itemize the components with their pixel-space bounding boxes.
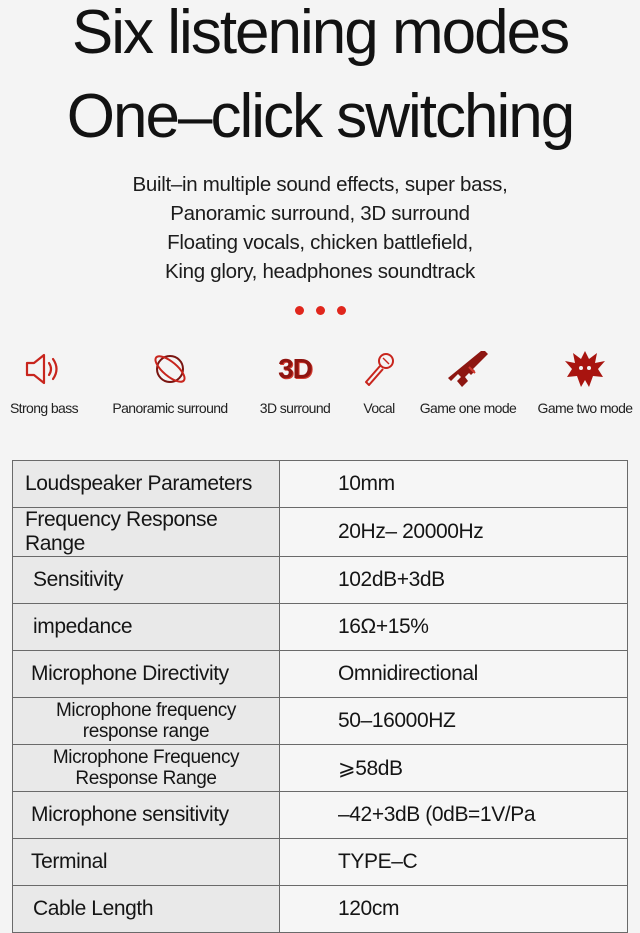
spec-value: 102dB+3dB xyxy=(280,557,628,604)
description-line: King glory, headphones soundtrack xyxy=(165,260,475,283)
feature-description xyxy=(0,170,640,286)
table-row xyxy=(13,651,628,698)
title-line-1: Six listening modes xyxy=(71,0,569,67)
mode-panoramic-surround xyxy=(96,346,244,416)
spec-key-text: Terminal xyxy=(31,850,108,873)
mode-game-two xyxy=(530,346,640,416)
mode-label: Game two mode xyxy=(537,400,633,416)
mode-label: Strong bass xyxy=(9,400,79,416)
spec-key-text: Loudspeaker Parameters xyxy=(25,472,252,495)
title-line-2: One–click switching xyxy=(66,82,574,151)
demon-emblem-icon xyxy=(563,347,607,391)
spec-value: 16Ω+15% xyxy=(280,604,628,651)
spec-value: –42+3dB (0dB=1V/Pa xyxy=(280,792,628,839)
table-row xyxy=(13,604,628,651)
spec-key xyxy=(13,651,280,698)
spec-value: 20Hz– 20000Hz xyxy=(280,508,628,557)
spec-value: ⩾58dB xyxy=(280,745,628,792)
microphone-icon xyxy=(359,349,399,389)
spec-value: 120cm xyxy=(280,886,628,933)
spec-value: 50–16000HZ xyxy=(280,698,628,745)
dot-icon xyxy=(316,306,325,315)
spec-value: Omnidirectional xyxy=(280,651,628,698)
table-row xyxy=(13,745,628,792)
table-row xyxy=(13,508,628,557)
3d-text-icon: 3D xyxy=(278,353,312,384)
spec-table xyxy=(12,460,628,933)
spec-key xyxy=(13,557,280,604)
spec-key-text: Microphone Directivity xyxy=(31,662,229,685)
mode-strong-bass xyxy=(0,346,88,416)
spec-key-text: Frequency Response Range xyxy=(25,508,218,555)
table-row xyxy=(13,792,628,839)
separator-dots xyxy=(0,302,640,320)
spec-key xyxy=(13,886,280,933)
mode-game-one xyxy=(410,346,526,416)
mode-vocal xyxy=(352,346,406,416)
mode-label: Vocal xyxy=(363,400,395,416)
spec-key xyxy=(13,792,280,839)
spec-key-line: Response Range xyxy=(75,768,217,789)
spec-key xyxy=(13,698,280,745)
description-line: Built–in multiple sound effects, super bass, xyxy=(132,173,508,196)
description-line: Floating vocals, chicken battlefield, xyxy=(167,231,473,254)
spec-key xyxy=(13,839,280,886)
spec-key-text: Cable Length xyxy=(33,897,154,920)
table-row xyxy=(13,557,628,604)
spec-key-line: Microphone Frequency xyxy=(52,747,240,768)
mode-label: Game one mode xyxy=(419,400,517,416)
table-row xyxy=(13,698,628,745)
spec-key xyxy=(13,745,280,792)
spec-key-line: Microphone frequency xyxy=(56,700,236,721)
rifle-icon xyxy=(445,347,491,391)
mode-label: Panoramic surround xyxy=(112,400,228,416)
spec-key-text: impedance xyxy=(33,615,133,638)
mode-label: 3D surround xyxy=(259,400,331,416)
table-row xyxy=(13,461,628,508)
mode-3d-surround xyxy=(248,346,342,416)
speaker-icon xyxy=(22,349,66,389)
table-row xyxy=(13,839,628,886)
table-row xyxy=(13,886,628,933)
spec-key-line: response range xyxy=(82,721,210,742)
spec-key-text: Sensitivity xyxy=(33,568,124,591)
dot-icon xyxy=(295,306,304,315)
spec-value: 10mm xyxy=(280,461,628,508)
spec-key-text: Microphone sensitivity xyxy=(31,803,229,826)
spec-key xyxy=(13,461,280,508)
orbit-sphere-icon xyxy=(150,349,190,389)
spec-key xyxy=(13,508,280,557)
dot-icon xyxy=(337,306,346,315)
spec-value: TYPE–C xyxy=(280,839,628,886)
description-line: Panoramic surround, 3D surround xyxy=(170,202,470,225)
spec-key xyxy=(13,604,280,651)
